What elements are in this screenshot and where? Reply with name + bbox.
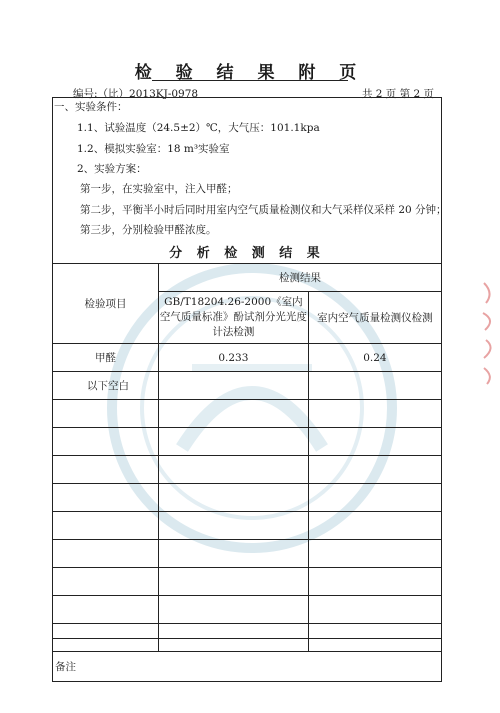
plan-step-2: 第二步，平衡半小时后同时用室内空气质量检测仪和大气采样仪采样 20 分钟； — [80, 204, 447, 216]
header-method-instrument: 室内空气质量检测仪检测 — [308, 292, 441, 344]
table-row — [53, 344, 442, 372]
table-row — [53, 372, 442, 400]
table-row — [53, 624, 442, 652]
cell-empty — [308, 540, 441, 568]
cell-empty — [158, 428, 308, 456]
cell-empty — [53, 596, 159, 624]
cell-empty — [53, 512, 159, 540]
condition-temperature: 1.1、试验温度（24.5±2）℃，大气压：101.1kpa — [77, 122, 320, 134]
header-test-item: 检验项目 — [53, 264, 159, 344]
cell-empty — [53, 456, 159, 484]
analysis-results-title: 分 析 检 测 结 果 — [169, 246, 325, 261]
cell-empty — [158, 624, 308, 652]
cell-empty — [53, 400, 159, 428]
cell-blank-marker: 以下空白 — [53, 372, 159, 400]
title-underline — [152, 80, 348, 81]
cell-empty — [308, 456, 441, 484]
table-row — [53, 596, 442, 624]
table-row — [53, 512, 442, 540]
table-row — [53, 568, 442, 596]
report-number: 编号:（比）2013KJ-0978 — [73, 88, 199, 100]
table-row — [53, 400, 442, 428]
page-title: 检 验 结 果 附 页 — [134, 63, 366, 83]
header-method-gb: GB/T18204.26-2000《室内空气质量标准》酚试剂分光光度计法检测 — [158, 292, 308, 344]
cell-empty — [158, 540, 308, 568]
cell-empty — [158, 568, 308, 596]
plan-step-1: 第一步，在实验室中，注入甲醛； — [80, 183, 238, 195]
cell-empty — [53, 540, 159, 568]
cell-empty — [158, 596, 308, 624]
cell-empty — [308, 624, 441, 652]
cell-value-gb: 0.233 — [158, 344, 308, 372]
cell-empty — [158, 400, 308, 428]
section-conditions-heading: 一、实验条件： — [54, 101, 128, 113]
table-row — [53, 540, 442, 568]
table-row — [53, 484, 442, 512]
remarks-label: 备注 — [53, 652, 442, 682]
cell-empty — [53, 624, 159, 652]
cell-empty — [158, 372, 308, 400]
cell-empty — [308, 400, 441, 428]
remarks-row — [53, 652, 442, 682]
cell-value-instrument: 0.24 — [308, 344, 441, 372]
section-plan-heading: 2、实验方案： — [77, 163, 147, 175]
cell-empty — [308, 428, 441, 456]
cell-empty — [53, 428, 159, 456]
results-table — [52, 263, 442, 682]
table-row — [53, 456, 442, 484]
cell-item: 甲醛 — [53, 344, 159, 372]
cell-empty — [308, 484, 441, 512]
cell-empty — [158, 512, 308, 540]
cell-empty — [308, 512, 441, 540]
red-stamp-mark — [478, 278, 500, 388]
plan-step-3: 第三步，分别检验甲醛浓度。 — [80, 224, 217, 236]
cell-empty — [308, 372, 441, 400]
cell-empty — [308, 568, 441, 596]
cell-empty — [158, 456, 308, 484]
cell-empty — [53, 568, 159, 596]
cell-empty — [158, 484, 308, 512]
cell-empty — [53, 484, 159, 512]
table-row — [53, 428, 442, 456]
cell-empty — [308, 596, 441, 624]
page-count: 共 2 页 第 2 页 — [361, 88, 434, 100]
header-results: 检测结果 — [158, 264, 441, 292]
condition-lab: 1.2、模拟实验室：18 m³实验室 — [77, 143, 230, 155]
